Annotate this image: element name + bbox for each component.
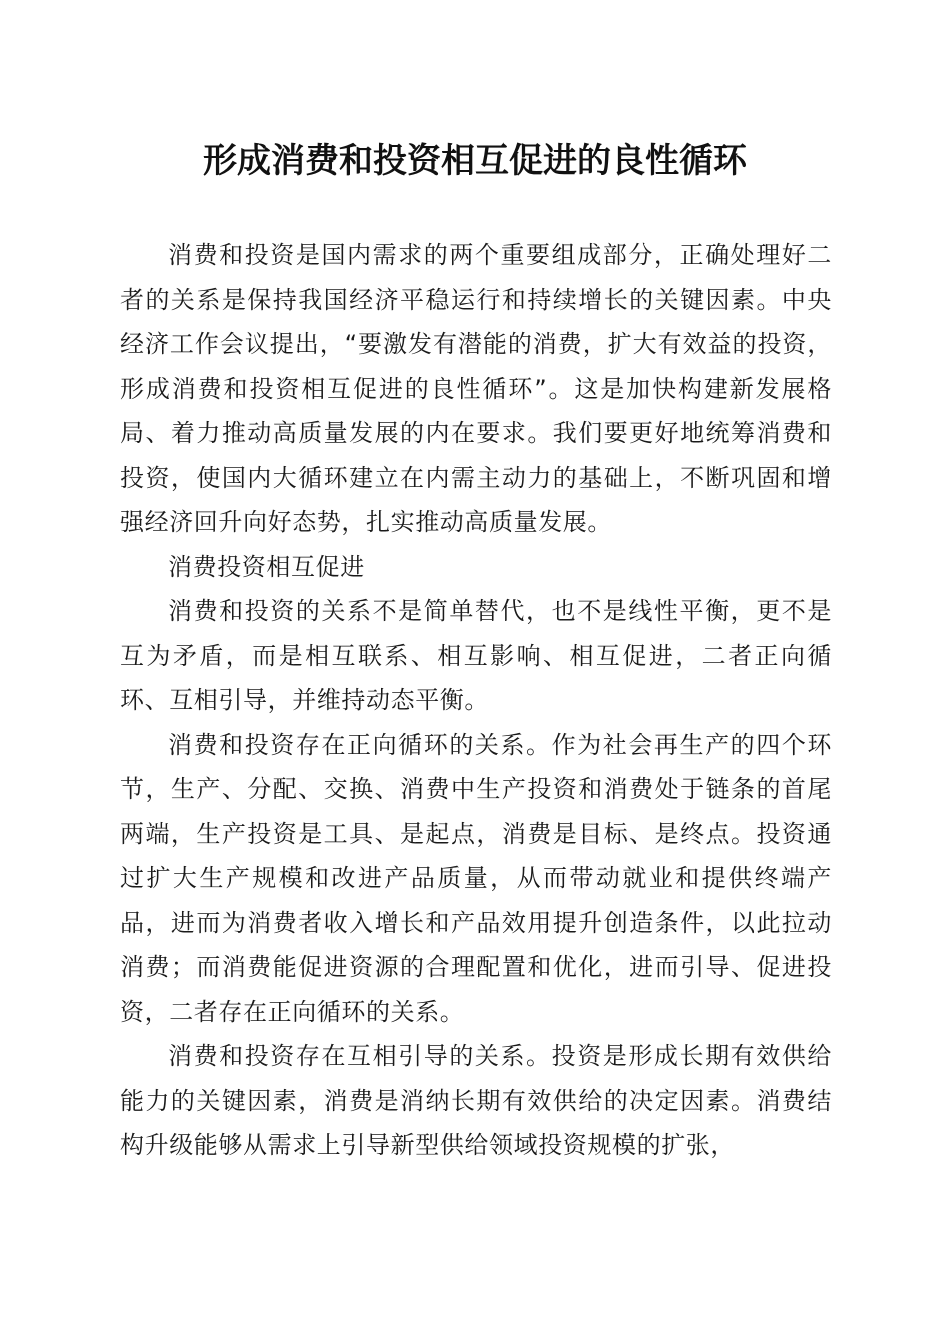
- paragraph-mutual-guidance: 消费和投资存在互相引导的关系。投资是形成长期有效供给能力的关键因素，消费是消纳长期有效供给的决定因素。消费结构升级能够从需求上引导新型供给领域投资规模的扩张，: [120, 1042, 832, 1159]
- paragraph-positive-cycle: 消费和投资存在正向循环的关系。作为社会再生产的四个环节，生产、分配、交换、消费中生产投资和消费处于链条的首尾两端，生产投资是工具、是起点，消费是目标、是终点。投资通过扩大生产规模和改进产品质量，从而带动就业和提供终端产品，进而为消费者收入增长和产品效用提升创造条件，以此拉动消费；而消费能促进资源的合理配置和优化，进而引导、促进投资，二者存在正向循环的关系。: [120, 730, 832, 1026]
- paragraph-relationship: 消费和投资的关系不是简单替代，也不是线性平衡，更不是互为矛盾，而是相互联系、相互影响、相互促进，二者正向循环、互相引导，并维持动态平衡。: [120, 597, 832, 714]
- paragraph-intro: 消费和投资是国内需求的两个重要组成部分，正确处理好二者的关系是保持我国经济平稳运行和持续增长的关键因素。中央经济工作会议提出，“要激发有潜能的消费，扩大有效益的投资，形成消费和投资相互促进的良性循环”。这是加快构建新发展格局、着力推动高质量发展的内在要求。我们要更好地统筹消费和投资，使国内大循环建立在内需主动力的基础上，不断巩固和增强经济回升向好态势，扎实推动高质量发展。: [120, 241, 832, 536]
- document-title: 形成消费和投资相互促进的良性循环: [203, 141, 747, 181]
- document-body: [120, 233, 832, 1168]
- section-heading: 消费投资相互促进: [168, 552, 365, 581]
